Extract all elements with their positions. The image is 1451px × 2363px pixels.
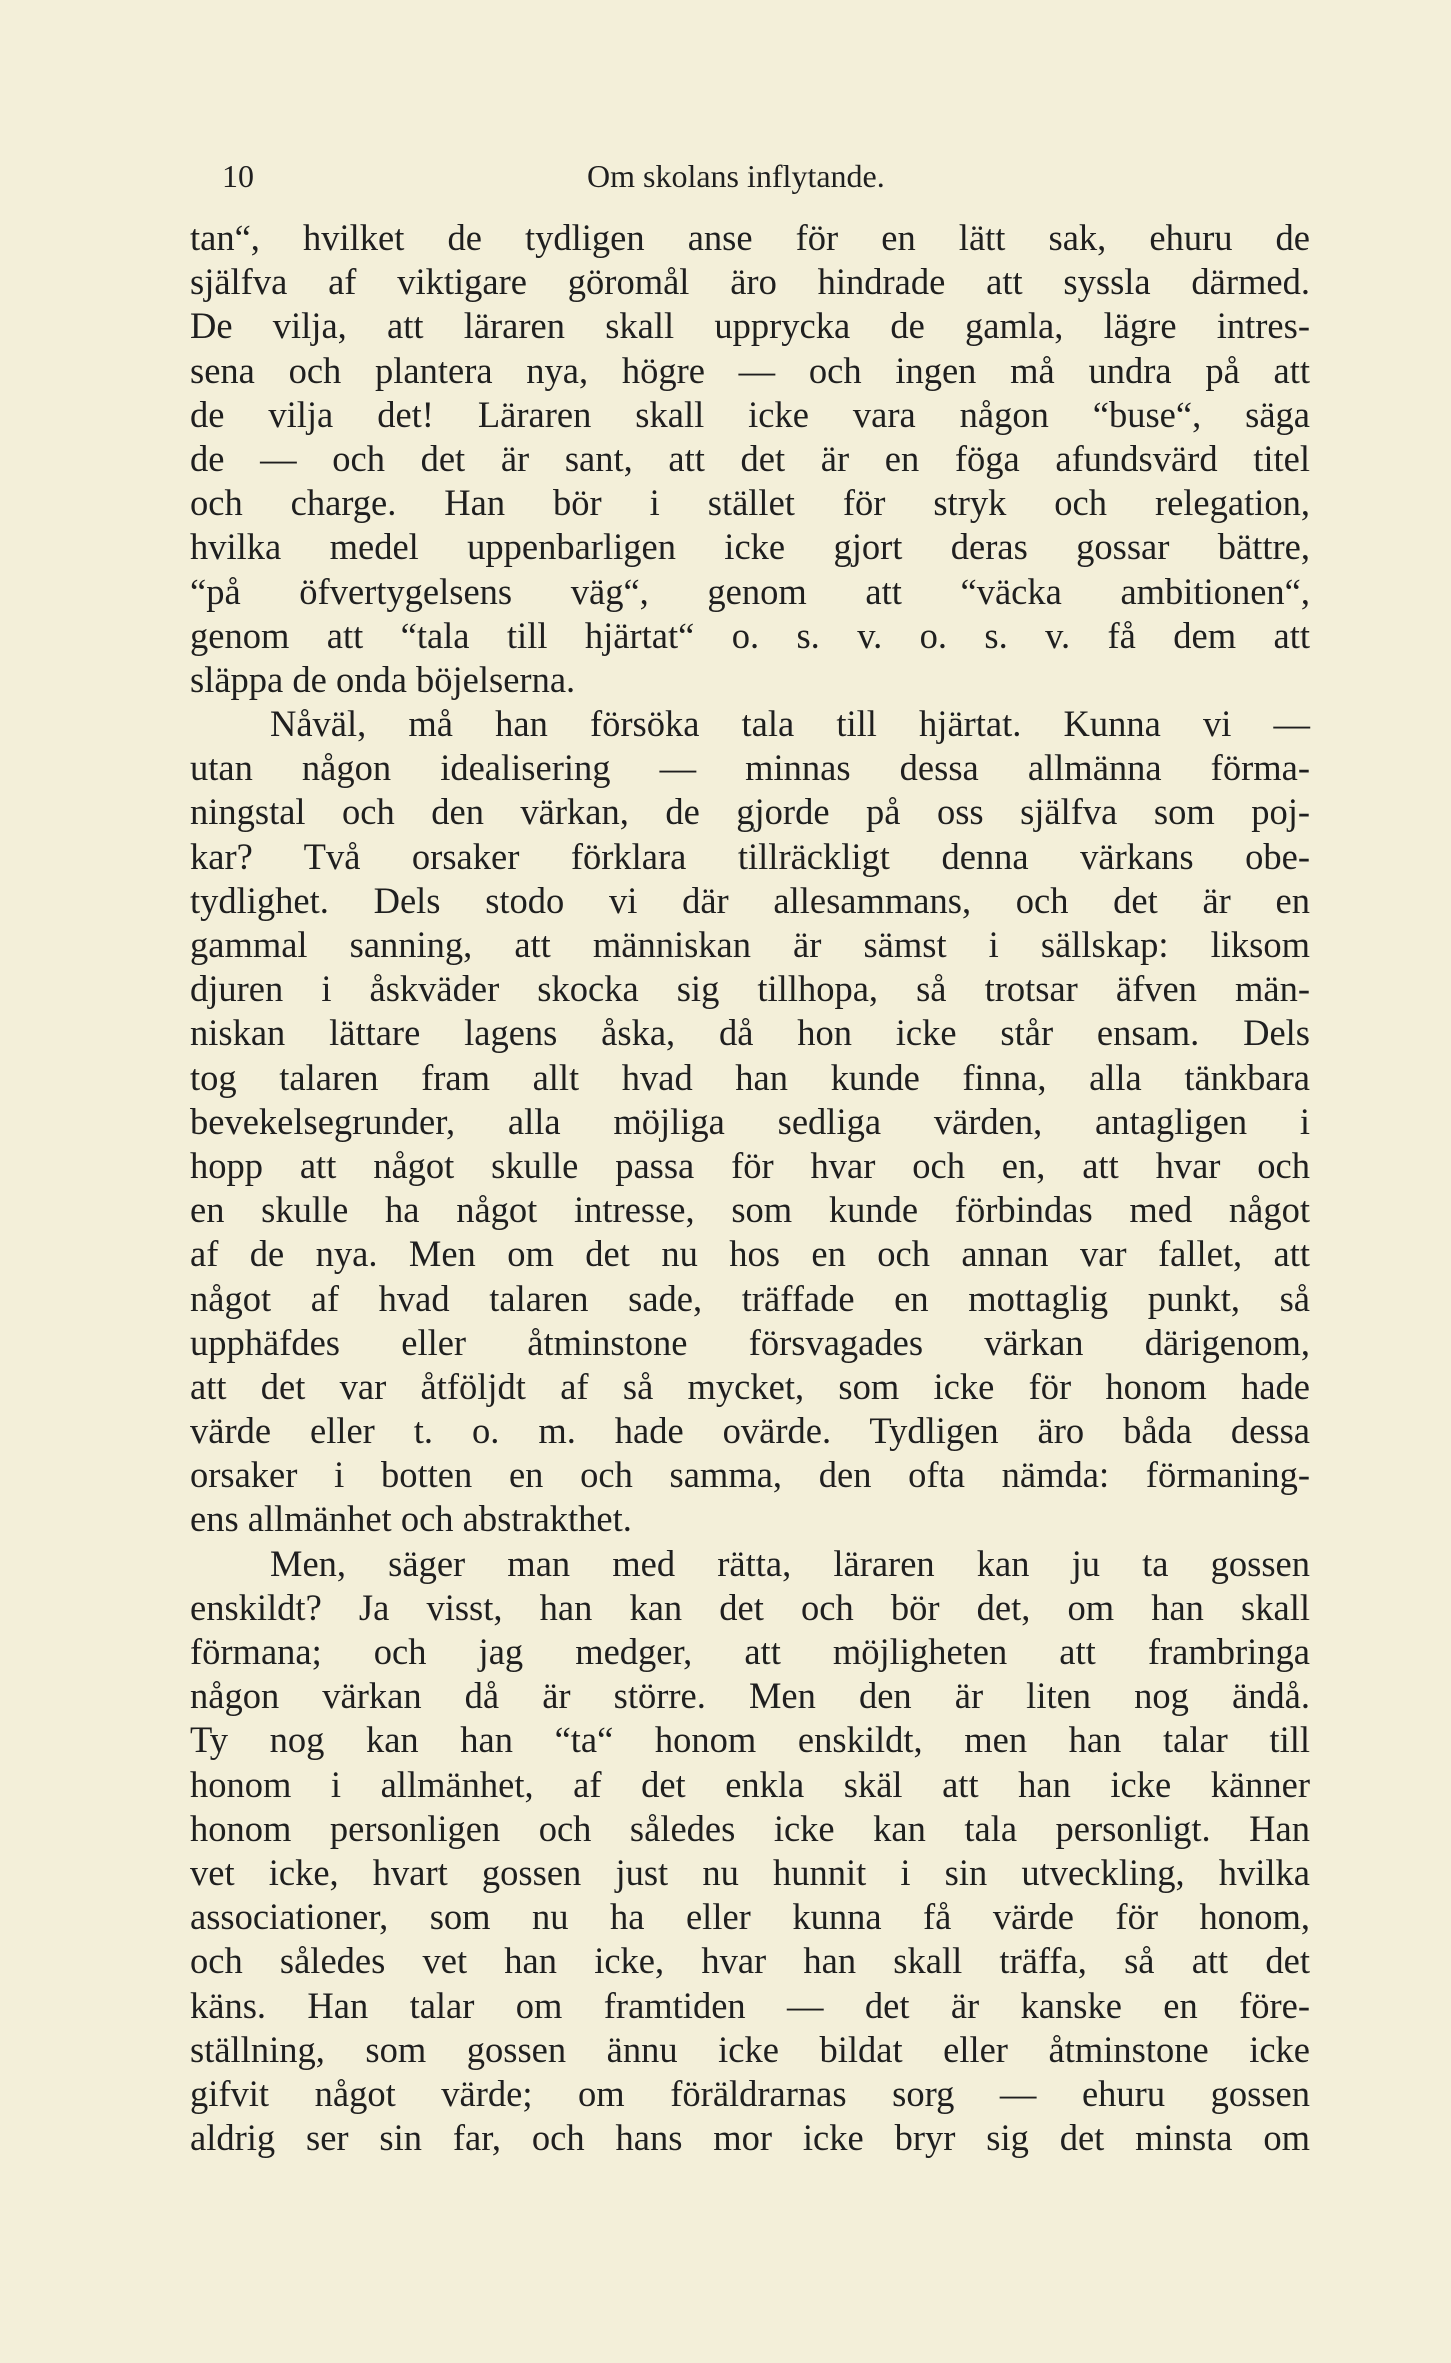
text-line: Men, säger man med rätta, läraren kan ju ta gossen: [270, 1542, 1310, 1584]
text-line: de — och det är sant, att det är en föga afundsvärd titel: [190, 437, 1310, 479]
text-line: aldrig ser sin far, och hans mor icke bryr sig det minsta om: [190, 2117, 1310, 2159]
text-line: de vilja det! Läraren skall icke vara någon “buse“, säga: [190, 393, 1310, 435]
text-line: släppa de onda böjelserna.: [190, 658, 576, 700]
text-line: enskildt? Ja visst, han kan det och bör det, om han skall: [190, 1586, 1310, 1628]
text-line: själfva af viktigare göromål äro hindrade att syssla därmed.: [190, 261, 1310, 303]
text-line: Ty nog kan han “ta“ honom enskildt, men han talar till: [190, 1719, 1310, 1761]
text-line: tydlighet. Dels stodo vi där allesammans, och det är en: [190, 879, 1310, 921]
text-line: af de nya. Men om det nu hos en och annan var fallet, att: [190, 1233, 1310, 1275]
text-line: och således vet han icke, hvar han skall träffa, så att det: [190, 1940, 1310, 1982]
text-line: förmana; och jag medger, att möjligheten att frambringa: [190, 1631, 1310, 1672]
text-line: sena och plantera nya, högre — och ingen må undra på att: [190, 349, 1310, 391]
page-header: [222, 148, 1307, 208]
text-line: upphäfdes eller åtminstone försvagades värkan därigenom,: [190, 1321, 1310, 1363]
text-line: associationer, som nu ha eller kunna få värde för honom,: [190, 1896, 1310, 1938]
text-line: honom personligen och således icke kan tala personligt. Han: [190, 1807, 1310, 1849]
text-line: ningstal och den värkan, de gjorde på oss själfva som poj-: [190, 791, 1310, 833]
text-line: djuren i åskväder skocka sig tillhopa, så trotsar äfven män-: [190, 968, 1310, 1010]
text-line: orsaker i botten en och samma, den ofta nämda: förmaning-: [190, 1454, 1310, 1496]
text-line: tan“, hvilket de tydligen anse för en lätt sak, ehuru de: [190, 217, 1310, 258]
text-line: ställning, som gossen ännu icke bildat eller åtminstone icke: [190, 2028, 1310, 2070]
text-line: ens allmänhet och abstrakthet.: [190, 1498, 632, 1540]
text-line: hopp att något skulle passa för hvar och en, att hvar och: [190, 1144, 1310, 1186]
text-line: gifvit något värde; om föräldrarnas sorg — ehuru gossen: [190, 2072, 1310, 2114]
text-line: tog talaren fram allt hvad han kunde finna, alla tänkbara: [190, 1056, 1310, 1098]
text-line: någon värkan då är större. Men den är liten nog ändå.: [190, 1675, 1310, 1717]
text-line: kar? Två orsaker förklara tillräckligt denna värkans obe-: [190, 835, 1310, 877]
body-text: [190, 216, 1310, 2160]
text-line: utan någon idealisering — minnas dessa allmänna förma-: [190, 747, 1310, 789]
text-line: att det var åtföljdt af så mycket, som icke för honom hade: [190, 1365, 1310, 1407]
text-line: något af hvad talaren sade, träffade en mottaglig punkt, så: [190, 1277, 1310, 1319]
running-title: Om skolans inflytande.: [587, 158, 885, 194]
text-line: käns. Han talar om framtiden — det är kanske en före-: [190, 1984, 1310, 2026]
text-line: hvilka medel uppenbarligen icke gjort deras gossar bättre,: [190, 526, 1310, 568]
text-line: Nåväl, må han försöka tala till hjärtat. Kunna vi —: [270, 703, 1310, 745]
page-number: 10: [222, 158, 254, 194]
text-line: “på öfvertygelsens väg“, genom att “väcka ambitionen“,: [190, 570, 1310, 612]
text-line: en skulle ha något intresse, som kunde förbindas med något: [190, 1189, 1310, 1231]
text-line: De vilja, att läraren skall upprycka de gamla, lägre intres-: [190, 305, 1310, 347]
text-line: honom i allmänhet, af det enkla skäl att han icke känner: [190, 1763, 1310, 1805]
text-line: bevekelsegrunder, alla möjliga sedliga värden, antagligen i: [190, 1100, 1310, 1142]
text-line: genom att “tala till hjärtat“ o. s. v. o. s. v. få dem att: [190, 614, 1310, 656]
text-line: värde eller t. o. m. hade ovärde. Tydligen äro båda dessa: [190, 1410, 1310, 1452]
text-line: vet icke, hvart gossen just nu hunnit i sin utveckling, hvilka: [190, 1851, 1310, 1893]
text-line: niskan lättare lagens åska, då hon icke står ensam. Dels: [190, 1012, 1310, 1054]
text-line: och charge. Han bör i stället för stryk och relegation,: [190, 482, 1310, 524]
text-line: gammal sanning, att människan är sämst i sällskap: liksom: [190, 924, 1310, 965]
